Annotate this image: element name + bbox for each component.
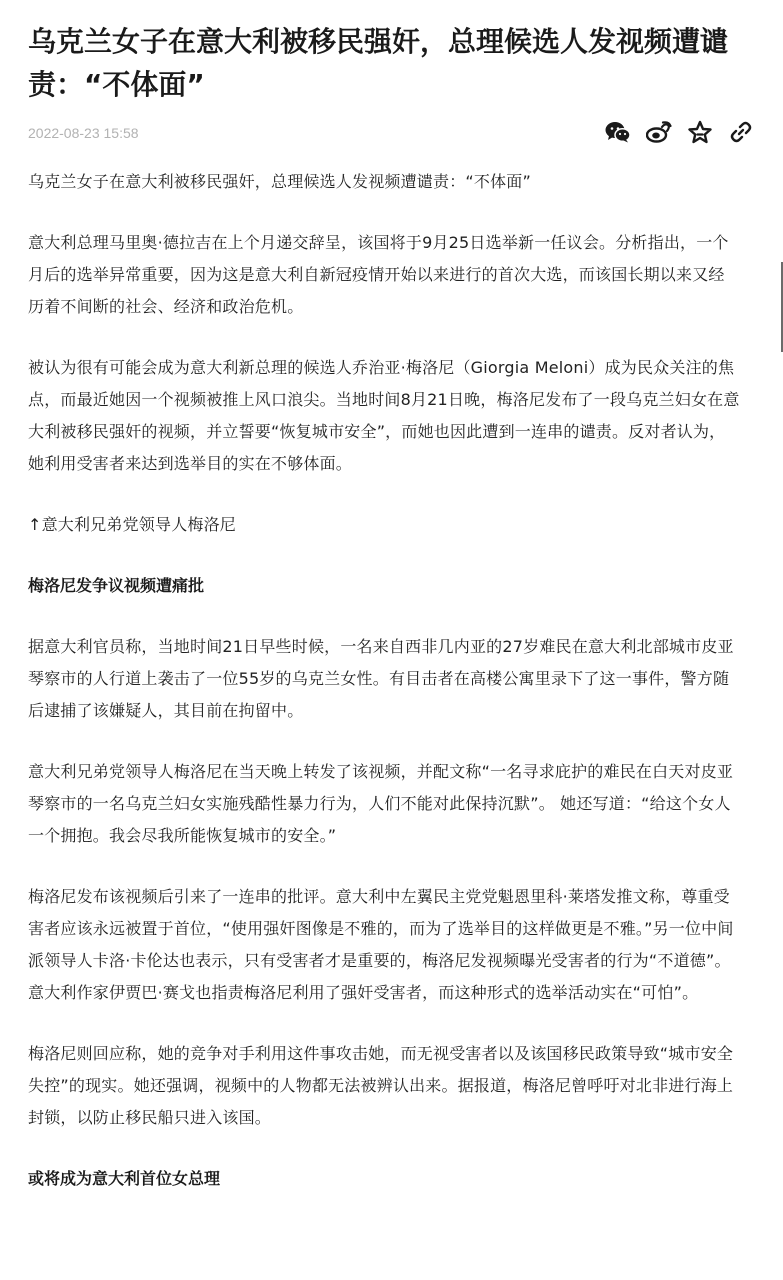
favorite-star-icon bbox=[687, 120, 713, 144]
share-weibo-button[interactable] bbox=[643, 116, 674, 147]
body-paragraph: 梅洛尼发布该视频后引来了一连串的批评。意大利中左翼民主党党魁恩里科·莱塔发推文称，尊重受害者应该永远被置于首位，“使用强奸图像是不雅的，而为了选举目的这样做更是不雅。”另一位中间派领导人卡洛·卡伦达也表示，只有受害者才是重要的，梅洛尼发视频曝光受害者的行为“不道德”。意大利作家伊贾巴·赛戈也指责梅洛尼利用了强奸受害者，而这种形式的选举活动实在“可怕”。 bbox=[28, 887, 734, 1002]
image-caption: ↑意大利兄弟党领导人梅洛尼 bbox=[28, 515, 237, 534]
article-title: 乌克兰女子在意大利被移民强奸，总理候选人发视频遭谴责：“不体面” bbox=[28, 25, 729, 101]
body-paragraph: 梅洛尼则回应称，她的竞争对手利用这件事攻击她，而无视受害者以及该国移民政策导致“城市安全失控”的现实。她还强调，视频中的人物都无法被辨认出来。据报道，梅洛尼曾呼吁对北非进行海上封锁，以防止移民船只进入该国。 bbox=[28, 1044, 734, 1127]
body-paragraph: 意大利兄弟党领导人梅洛尼在当天晚上转发了该视频，并配文称“一名寻求庇护的难民在白天对皮亚琴察市的一名乌克兰妇女实施残酷性暴力行为，人们不能对此保持沉默”。 她还写道：“给这个女人一个拥抱。我会尽我所能恢复城市的安全。” bbox=[28, 762, 734, 845]
article-body bbox=[28, 166, 740, 1195]
body-paragraph: 意大利总理马里奥·德拉吉在上个月递交辞呈，该国将于9月25日选举新一任议会。分析指出，一个月后的选举异常重要，因为这是意大利自新冠疫情开始以来进行的首次大选，而该国长期以来又经历着不间断的社会、经济和政治危机。 bbox=[28, 233, 729, 316]
share-favorite-button[interactable] bbox=[684, 116, 715, 147]
lead-paragraph: 乌克兰女子在意大利被移民强奸，总理候选人发视频遭谴责：“不体面” bbox=[28, 172, 531, 191]
article-page bbox=[28, 0, 740, 1224]
body-paragraph: 被认为很有可能会成为意大利新总理的候选人乔治亚·梅洛尼（Giorgia Meloni）成为民众关注的焦点，而最近她因一个视频被推上风口浪尖。当地时间8月21日晚，梅洛尼发布了一段乌克兰妇女在意大利被移民强奸的视频，并立誓要“恢复城市安全”，而她也因此遭到一连串的谴责。反对者认为，她利用受害者来达到选举目的实在不够体面。 bbox=[28, 358, 740, 473]
wechat-icon bbox=[605, 121, 631, 143]
weibo-icon bbox=[646, 121, 672, 143]
body-paragraph: 据意大利官员称，当地时间21日早些时候，一名来自西非几内亚的27岁难民在意大利北部城市皮亚琴察市的人行道上袭击了一位55岁的乌克兰女性。有目击者在高楼公寓里录下了这一事件，警方随后逮捕了该嫌疑人，其目前在拘留中。 bbox=[28, 637, 734, 720]
share-wechat-button[interactable] bbox=[602, 116, 633, 147]
copy-link-button[interactable] bbox=[725, 116, 756, 147]
link-icon bbox=[729, 120, 753, 144]
article-meta bbox=[28, 116, 740, 156]
section-heading: 或将成为意大利首位女总理 bbox=[28, 1169, 221, 1188]
share-bar bbox=[602, 116, 756, 147]
publish-date: 2022-08-23 15:58 bbox=[28, 125, 139, 141]
section-heading: 梅洛尼发争议视频遭痛批 bbox=[28, 576, 205, 595]
